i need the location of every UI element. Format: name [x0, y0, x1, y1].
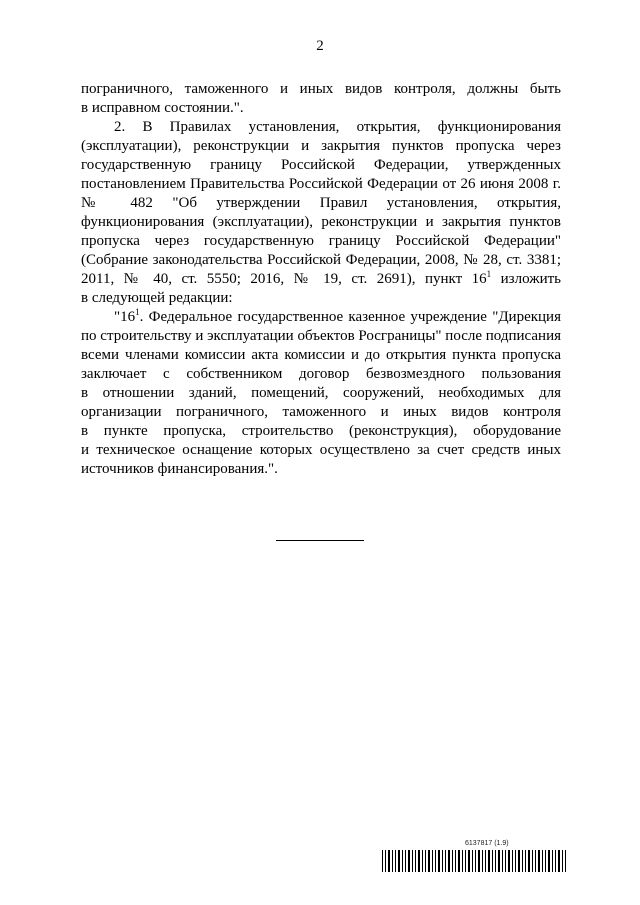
barcode-bar [405, 850, 406, 872]
barcode-bar [485, 850, 486, 872]
barcode-bar [512, 850, 513, 872]
barcode-bar [398, 850, 400, 872]
superscript: 1 [135, 307, 140, 317]
line-part: изложить [491, 271, 561, 287]
barcode-bar [392, 850, 393, 872]
barcode-bar [502, 850, 503, 872]
line-part: . Федеральное государственное казенное учреждение "Дирекция [139, 309, 561, 325]
barcode-bar [428, 850, 430, 872]
barcode-bar [525, 850, 526, 872]
text-line: постановлением Правительства Российской Федерации от 26 июня 2008 г. [81, 176, 561, 192]
barcode-bar [532, 850, 533, 872]
barcode-bar [522, 850, 523, 872]
text-line: пограничного, таможенного и иных видов контроля, должны быть [81, 81, 561, 97]
barcode-bar [518, 850, 520, 872]
barcode-bar [412, 850, 413, 872]
page-number: 2 [316, 38, 324, 54]
text-line: (Собрание законодательства Российской Федерации, 2008, № 28, ст. 3381; [81, 252, 561, 268]
barcode-bar [458, 850, 460, 872]
text-line: заключает с собственником договор безвозмездного пользования [81, 366, 561, 382]
barcode-bar [425, 850, 426, 872]
barcode-bar [465, 850, 466, 872]
text-line [114, 308, 561, 327]
text-line: всеми членами комиссии акта комиссии и до открытия пункта пропуска [81, 347, 561, 363]
barcode-bar [508, 850, 510, 872]
closing-rule [276, 540, 364, 541]
text-line: источников финансирования.". [81, 461, 278, 477]
barcode-bar [462, 850, 463, 872]
barcode-bar [408, 850, 410, 872]
line-part: "16 [114, 309, 136, 325]
barcode-bar [442, 850, 443, 872]
text-line: функционирования (эксплуатации), реконструкции и закрытия пунктов [81, 214, 561, 230]
barcode-bar [515, 850, 516, 872]
barcode-bar [492, 850, 493, 872]
barcode-bar [472, 850, 473, 872]
barcode-bar [448, 850, 450, 872]
barcode-bar [478, 850, 480, 872]
barcode-bar [402, 850, 403, 872]
barcode-id: 6137817 (1.9) [465, 840, 509, 847]
barcode-bar [562, 850, 563, 872]
barcode-bar [438, 850, 440, 872]
barcode-bar [505, 850, 506, 872]
barcode-bar [538, 850, 540, 872]
text-line: 2. В Правилах установления, открытия, функционирования [114, 119, 561, 135]
barcode-bar [495, 850, 496, 872]
text-line [81, 270, 561, 289]
text-line: государственную границу Российской Федерации, утвержденных [81, 157, 561, 173]
barcode-bar [548, 850, 550, 872]
barcode-bar [488, 850, 490, 872]
barcode-bar [528, 850, 530, 872]
text-line: в следующей редакции: [81, 290, 233, 306]
barcode-bar [435, 850, 436, 872]
barcode-bar [385, 850, 386, 872]
superscript: 1 [486, 269, 492, 279]
barcode-bar [455, 850, 456, 872]
barcode-bar [555, 850, 556, 872]
text-line: организации пограничного, таможенного и иных видов контроля [81, 404, 561, 420]
barcode-bar [395, 850, 396, 872]
barcode-bar [432, 850, 433, 872]
text-line: и техническое оснащение которых осуществлено за счет средств иных [81, 442, 561, 458]
barcode-bar [475, 850, 476, 872]
text-line: (эксплуатации), реконструкции и закрытия пунктов пропуска через [81, 138, 561, 154]
barcode-bar [382, 850, 383, 872]
text-line: пропуска через государственную границу Российской Федерации" [81, 233, 561, 249]
barcode-bar [545, 850, 546, 872]
barcode-bar [418, 850, 420, 872]
barcode-bar [422, 850, 423, 872]
line-part: 2011, № 40, ст. 5550; 2016, № 19, ст. 2691), пункт 16 [81, 271, 487, 287]
barcode-bar [482, 850, 483, 872]
barcode-bar [535, 850, 536, 872]
barcode-bar [498, 850, 500, 872]
barcode-bar [565, 850, 566, 872]
text-line: в исправном состоянии.". [81, 100, 244, 116]
barcode-bar [452, 850, 453, 872]
barcode-bar [558, 850, 560, 872]
barcode [382, 850, 566, 872]
text-line: по строительству и эксплуатации объектов Росграницы" после подписания [81, 328, 561, 344]
text-line: в отношении зданий, помещений, сооружений, необходимых для [81, 385, 561, 401]
text-line: № 482 "Об утверждении Правил установления, открытия, [81, 195, 561, 211]
text-line: в пункте пропуска, строительство (реконструкция), оборудование [81, 423, 561, 439]
barcode-bar [552, 850, 553, 872]
barcode-bar [542, 850, 543, 872]
barcode-bar [468, 850, 470, 872]
barcode-bar [445, 850, 446, 872]
barcode-bar [388, 850, 390, 872]
barcode-bar [415, 850, 416, 872]
